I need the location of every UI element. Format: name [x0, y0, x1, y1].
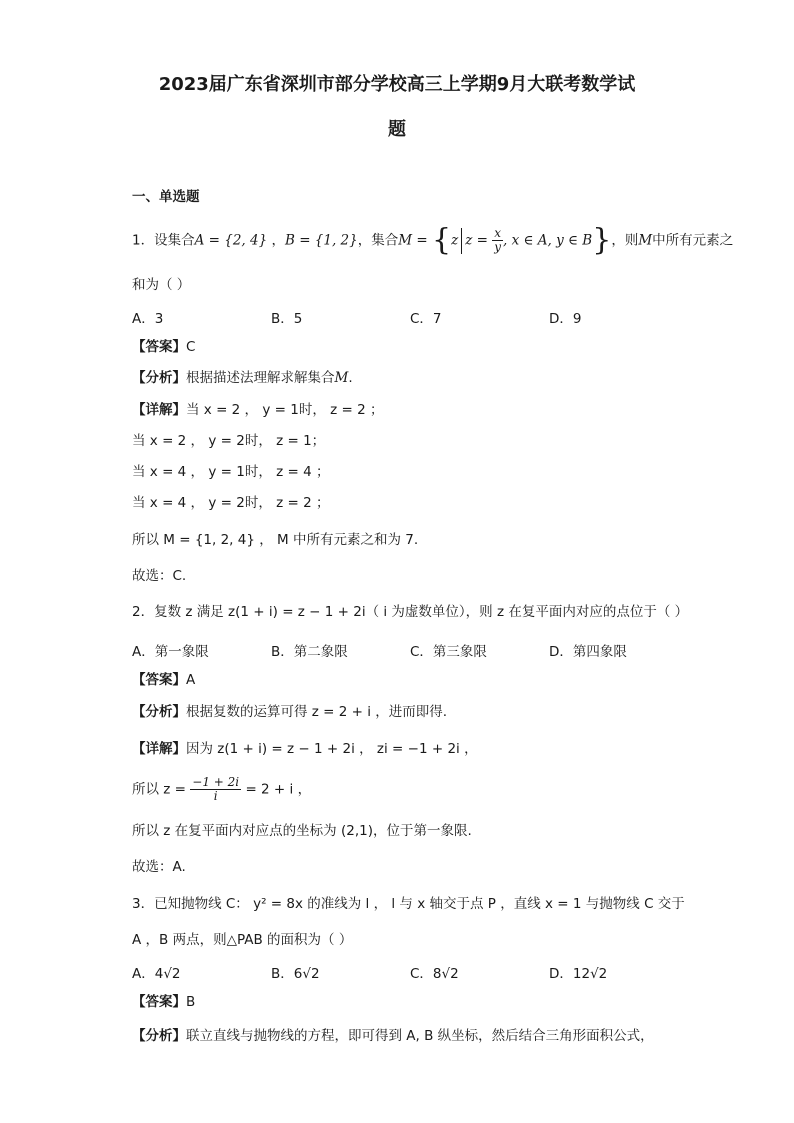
q1-option-a: A．3 — [132, 311, 164, 327]
section-heading: 一、单选题 — [132, 189, 200, 205]
q1-detail-1 — [132, 401, 383, 419]
analysis-tag: 【分析】 — [132, 1028, 186, 1044]
q2-conclusion: 所以 z 在复平面内对应点的坐标为 (2,1)，位于第一象限. — [132, 823, 472, 839]
q2-stem: 2．复数 z 满足 z(1 + i) = z − 1 + 2i（ i 为虚数单位），则 z 在复平面内对应的点位于（ ） — [132, 604, 689, 620]
q2-option-c: C．第三象限 — [410, 644, 487, 660]
set-divider — [461, 228, 462, 254]
q2-option-a: A．第一象限 — [132, 644, 209, 660]
document-title-line1: 2023届广东省深圳市部分学校高三上学期9月大联考数学试 — [158, 74, 636, 95]
q3-option-c: C．8√2 — [410, 966, 459, 982]
q2-frac-den: i — [213, 789, 218, 803]
q2-answer — [132, 671, 195, 689]
q2-analysis-text: 根据复数的运算可得 z = 2 + i ，进而即得. — [186, 704, 448, 720]
q1-set-m-lhs: M = — [398, 232, 428, 249]
q1-option-d: D．9 — [549, 311, 582, 327]
document-title-line2: 题 — [388, 119, 406, 140]
q2-option-b: B．第二象限 — [271, 644, 348, 660]
q1-stem-line1: 1．设集合A = {2, 4} ，B = {1, 2}，集合M = {z z = $\frac{x}{y}$ , x ∈ A, y ∈ B}，则M中所有元素之 — [132, 222, 734, 258]
left-brace-icon: { — [431, 222, 452, 258]
q1-set-b: B = {1, 2} — [284, 232, 358, 249]
q1-conclusion: 所以 M = {1, 2, 4} ， M 中所有元素之和为 7. — [132, 532, 419, 548]
q1-option-b: B．5 — [271, 311, 303, 327]
q2-detail — [132, 740, 478, 758]
q3-answer-value: B — [186, 994, 196, 1010]
q1-analysis-m: M — [334, 370, 349, 386]
q1-stem-b: ，集合 — [357, 232, 399, 249]
analysis-tag: 【分析】 — [132, 370, 186, 386]
detail-tag: 【详解】 — [132, 402, 186, 418]
q1-choice: 故选：C. — [132, 568, 187, 584]
q1-fraction — [492, 227, 503, 254]
q1-stem-a: 1．设集合 — [132, 232, 195, 249]
q2-so-b: = 2 + i ， — [245, 781, 312, 798]
q3-option-d: D．12√2 — [549, 966, 608, 982]
answer-tag: 【答案】 — [132, 339, 186, 355]
q3-stem-line2: A ，B 两点，则△PAB 的面积为（ ） — [132, 932, 353, 948]
q1-stem-c: ，则 — [611, 232, 639, 249]
q1-answer — [132, 338, 195, 356]
q1-m-var: M — [638, 232, 653, 249]
q3-answer — [132, 993, 195, 1011]
q2-choice: 故选：A. — [132, 859, 186, 875]
q2-frac-num: −1 + 2i — [192, 775, 240, 789]
right-brace-icon: } — [592, 222, 612, 258]
q1-set-m-z: z — [451, 232, 459, 249]
q3-option-b: B．6√2 — [271, 966, 320, 982]
analysis-tag: 【分析】 — [132, 704, 186, 720]
q1-detail-line-1: 当 x = 2 ， y = 1时， z = 2 ； — [186, 402, 384, 418]
detail-tag: 【详解】 — [132, 741, 186, 757]
q1-detail-line-3: 当 x = 4 ， y = 1时， z = 4 ； — [132, 464, 330, 480]
q3-analysis-text: 联立直线与抛物线的方程，即可得到 A, B 纵坐标，然后结合三角形面积公式， — [186, 1028, 654, 1044]
q1-detail-line-4: 当 x = 4 ， y = 2时， z = 2 ； — [132, 495, 330, 511]
q2-answer-value: A — [186, 672, 196, 688]
q2-so-line — [132, 776, 311, 803]
q3-option-a: A．4√2 — [132, 966, 181, 982]
q1-set-a: A = {2, 4} — [194, 232, 268, 249]
q1-stem-line2: 和为（ ） — [132, 277, 191, 293]
q2-detail-text: 因为 z(1 + i) = z − 1 + 2i ， zi = −1 + 2i ， — [186, 741, 478, 757]
answer-tag: 【答案】 — [132, 672, 186, 688]
q2-option-d: D．第四象限 — [549, 644, 627, 660]
q1-detail-line-2: 当 x = 2 ， y = 2时， z = 1； — [132, 433, 326, 449]
q2-so-a: 所以 z = — [132, 781, 186, 798]
q3-stem-line1: 3．已知抛物线 C： y² = 8x 的准线为 l ， l 与 x 轴交于点 P ，直线 x = 1 与抛物线 C 交于 — [132, 896, 685, 912]
q1-frac-den: y — [494, 240, 501, 254]
answer-tag: 【答案】 — [132, 994, 186, 1010]
q1-analysis: 【分析】根据描述法理解求解集合M. — [132, 370, 353, 386]
q1-answer-value: C — [186, 339, 196, 355]
q1-set-m-zeq: z = — [465, 232, 488, 249]
q1-option-c: C．7 — [410, 311, 442, 327]
q2-fraction — [190, 776, 241, 803]
q1-set-m-cond: , x ∈ A, y ∈ B — [503, 232, 593, 249]
q1-frac-num: x — [494, 226, 501, 240]
q1-stem-d: 中所有元素之 — [652, 232, 734, 249]
q2-analysis — [132, 703, 447, 721]
q1-analysis-text: 根据描述法理解求解集合 — [186, 370, 335, 386]
q3-analysis — [132, 1027, 654, 1045]
